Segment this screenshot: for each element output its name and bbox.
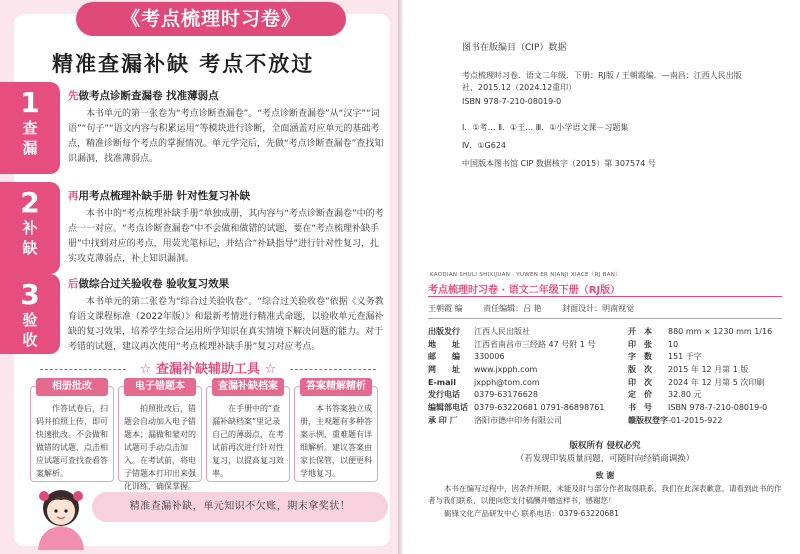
meta-value: 2024 年 12 月第 5 次印刷: [668, 377, 765, 387]
thanks-contact: 砺锋文化产品研发中心 联系电话：0379-63220681: [444, 508, 619, 518]
meta-value: 0379-63220681 0791-86898761: [474, 403, 605, 413]
meta-value: 江西省南昌市三经路 47 号附 1 号: [474, 339, 596, 349]
meta-row: [628, 351, 788, 364]
thanks-title: 致 谢: [595, 471, 615, 480]
meta-row: [428, 377, 628, 390]
divider: [428, 296, 782, 297]
meta-label: 网 址: [428, 365, 460, 375]
meta-value: 0379-63176628: [474, 390, 538, 400]
page-headline: 精准查漏补缺 考点不放过: [52, 52, 315, 76]
step-heading-first: 先: [68, 90, 79, 102]
meta-label: 承 印 厂: [428, 415, 458, 425]
step-3: [0, 270, 390, 354]
step-2: [0, 182, 390, 274]
tool-card-answer-analysis: [294, 381, 378, 482]
cip-isbn: ISBN 978-7-210-08019-0: [462, 97, 562, 106]
divider: [290, 369, 376, 371]
tool-card-title: 查漏补缺档案: [212, 378, 284, 396]
meta-label: 开 本: [628, 327, 652, 336]
meta-row: [628, 339, 788, 352]
tool-card-text: 在手册中的“查漏补缺档案”里记录自己的薄弱点，在考试前再次进行针对性复习，以提高复习效率。: [212, 404, 284, 478]
step-heading: [68, 188, 386, 203]
step-number: 2: [20, 186, 40, 219]
meta-label: 编辑部电话: [428, 403, 468, 413]
credit-responsible-editor: 责任编辑：吕 艳: [483, 304, 542, 313]
meta-value: 330006: [474, 352, 505, 362]
book-pinyin: KAODIAN SHULI SHIXIJUAN · YUWEN ER NIANJI XIACE（RJ BAN）: [430, 272, 622, 278]
series-banner: 《考点梳理时习卷》: [76, 2, 346, 36]
tool-card-title: 相册批改: [36, 378, 108, 396]
credit-editor: 王朝霞 编: [428, 304, 463, 313]
meta-label: 印 张: [628, 339, 652, 349]
meta-row: [428, 351, 628, 364]
step-3-badge: [0, 274, 60, 354]
meta-value: www.jxpph.com: [474, 365, 538, 375]
meta-value: 江西人民出版社: [474, 327, 530, 336]
copyright-notice: [428, 440, 782, 466]
meta-row: [628, 415, 788, 428]
acknowledgement: [428, 470, 782, 520]
copyright-line: 版权所有 侵权必究: [569, 441, 641, 451]
publisher-info: [428, 326, 628, 428]
meta-row: [628, 364, 788, 377]
meta-label: E-mail: [428, 377, 457, 387]
step-char: 收: [22, 331, 38, 349]
meta-value: 151 千字: [668, 352, 702, 362]
step-heading-rest: 做考点诊断查漏卷 找准薄弱点: [78, 90, 219, 102]
tool-card-error-book: [118, 381, 202, 491]
tool-card-text: 本书答案独立成册，主观题有多种答案示例，重难题有详细解析。建议答案由家长保管，以便更科学地复习。: [300, 404, 372, 478]
credits: [428, 303, 788, 314]
step-number: 3: [20, 278, 40, 311]
meta-value: -01-2015-922: [668, 415, 723, 425]
step-char: 漏: [22, 139, 38, 157]
step-heading-first: 后: [68, 278, 79, 290]
divider: [428, 318, 782, 319]
step-char: 补: [22, 219, 38, 237]
meta-row: [428, 364, 628, 377]
meta-label: 赣版权登字: [628, 415, 668, 425]
meta-label: 出版发行: [428, 327, 460, 336]
cip-classification: Ⅰ．①考… Ⅱ．①王… Ⅲ．①小学语文课－习题集: [462, 123, 629, 132]
step-3-body: [68, 276, 386, 355]
meta-row: [428, 402, 628, 415]
meta-value: ISBN 978-7-210-08019-0: [668, 403, 768, 413]
meta-label: 发行电话: [428, 390, 460, 400]
cip-entry: 考点梳理时习卷．语文二年级．下册：RJ版 / 王朝霞编．—南昌：江西人民出版社，2015.12（2024.12重印）: [462, 71, 742, 92]
meta-value: 880 mm × 1230 mm 1/16: [668, 327, 773, 336]
step-1-body: [68, 88, 386, 167]
meta-value: jxpph@tom.com: [474, 377, 540, 387]
meta-row: [428, 339, 628, 352]
step-heading: [68, 88, 386, 103]
meta-label: 版 次: [628, 365, 652, 375]
meta-row: [628, 389, 788, 402]
step-paragraph: 本书单元的第二张卷为“综合过关验收卷”。“综合过关验收卷”依据《义务教育语文课程标准（2022年版）》和最新考情进行精准式命题，以验收单元查漏补缺的复习效果，培养学生综合运用所学知识在真实情境下解决问题的能力。对于考错的试题，建议再次使用“考点梳理补缺手册”复习对应考点。: [68, 297, 384, 352]
meta-row: [628, 377, 788, 390]
step-number: 1: [20, 86, 40, 119]
step-1-badge: [0, 82, 60, 174]
step-paragraph: 本书单元的第一张卷为“考点诊断查漏卷”。“考点诊断查漏卷”从“汉字”“词语”“句子”“语文内容与积累运用”等模块进行诊断，全面涵盖对应单元的基础考点，精准诊断每个考点的掌握情况。单元学完后，先做“考点诊断查漏卷”查找知识漏洞，找准薄弱点。: [68, 109, 384, 164]
meta-value: 32.80 元: [668, 390, 702, 400]
step-heading-first: 再: [68, 190, 79, 202]
thanks-text: 本书在编写过程中，因条件所限，未能及时与部分作者取得联系，我们在此深表歉意。请看到此书的作者与我们联系，以便向您支付稿酬并赠送样书，感谢您！: [428, 483, 782, 505]
meta-row: [628, 326, 788, 339]
book-title: 考点梳理时习卷 · 语文二年级下册（RJ版）: [428, 285, 621, 296]
step-2-badge: [0, 182, 60, 274]
meta-label: 地 址: [428, 339, 460, 349]
step-char: 验: [22, 311, 38, 329]
tool-card-title: 电子错题本: [124, 378, 196, 396]
meta-value: 洛阳市德中印务有限公司: [474, 415, 562, 425]
meta-row: [428, 389, 628, 402]
meta-row: [428, 415, 628, 428]
copyright-line: （若发现印装质量问题，可随时向经销商调换）: [515, 454, 695, 464]
girl-illustration: [28, 474, 94, 550]
step-paragraph: 本书中的“考点梳理补缺手册”单独成册，其内容与“考点诊断查漏卷”中的考点一一对应。“考点诊断查漏卷”中不会做和做错的试题，要在“考点梳理补缺手册”中找到对应的考点，用荧光笔标记，并结合“补缺指导”进行针对性复习，扎实攻克薄弱点，补上知识漏洞。: [68, 209, 384, 264]
tool-card-text: 拍照批改后，错题会自动加入电子错题本；漏做和蒙对的试题可手动点击加入。在考试前，将电子错题本打印出来强化训练，确保掌握。: [124, 404, 196, 491]
meta-row: [428, 326, 628, 339]
step-heading-rest: 做综合过关验收卷 验收复习效果: [78, 278, 230, 290]
cip-classification: Ⅳ．①G624: [462, 141, 507, 150]
cip-title: 图书在版编目（CIP）数据: [462, 43, 567, 53]
cip-number: 中国版本图书馆 CIP 数据核字（2015）第 307574 号: [462, 159, 656, 168]
tools-title-text: 查漏补缺辅助工具: [155, 362, 260, 377]
tools-title: ☆ 查漏补缺辅助工具 ☆: [139, 362, 277, 377]
step-heading: [68, 276, 386, 291]
credit-cover-design: 封面设计：明南视觉: [562, 304, 635, 313]
meta-label: 书 号: [628, 403, 652, 413]
tool-card-text: 作答试卷后，扫码并拍照上传，即可快速批改。不会做和做错的试题，点击相应试题可查找查看答案解析。: [36, 404, 108, 478]
step-char: 查: [22, 119, 38, 137]
meta-value: 10: [668, 339, 679, 349]
tool-card-photo-grading: [30, 381, 114, 482]
meta-label: 印 次: [628, 377, 652, 387]
meta-row: [628, 402, 788, 415]
step-char: 缺: [22, 239, 38, 257]
meta-label: 邮 编: [428, 352, 460, 362]
meta-value: 2015 年 12 月第 1 版: [668, 365, 749, 375]
step-2-body: [68, 188, 386, 267]
slogan-bubble: 精准查漏补缺，单元知识不欠账，期末拿奖状！: [92, 492, 388, 522]
step-heading-rest: 用考点梳理补缺手册 针对性复习补缺: [78, 190, 251, 202]
meta-label: 定 价: [628, 390, 652, 400]
print-info: [628, 326, 788, 428]
meta-label: 字 数: [628, 352, 652, 362]
book-spine: [398, 0, 404, 554]
tool-card-gap-archive: [206, 381, 290, 482]
tool-card-title: 答案精解精析: [300, 378, 372, 396]
step-1: [0, 82, 390, 174]
divider: [40, 369, 126, 371]
